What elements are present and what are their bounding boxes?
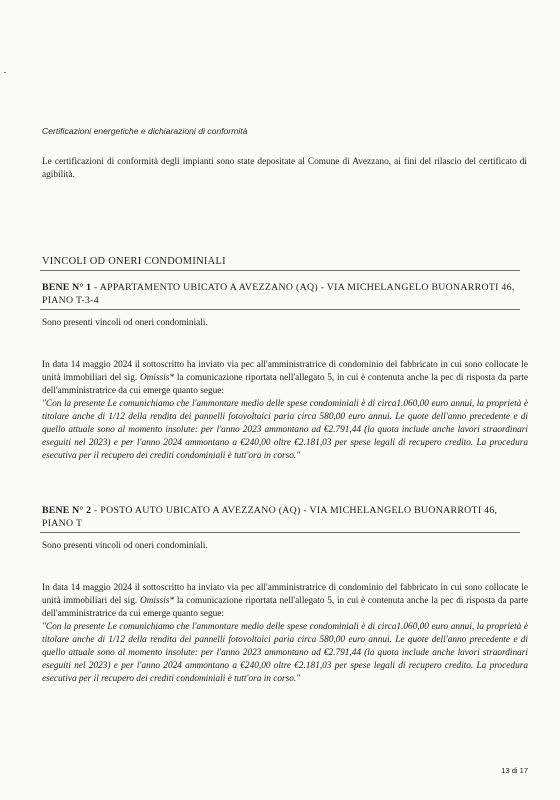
bene2-label: BENE N° 2 [42,505,92,516]
bene1-label: BENE N° 1 [42,282,92,293]
bene1-quote: "Con la presente Le comunichiamo che l'ammontare medio delle spese condominiali è di circa1.060,00 euro annui, la proprietà è titolare anche di 1/12 della rendita dei pannelli fotovoltaici paria circa 580,00 euro annui. Le quote dell'anno precedente e di quello attuale sono al momento insolute: per l'anno 2023 ammontano ad €2.791,44 (la quota include anche lavori straordinari eseguiti nel 2023) e per l'anno 2024 ammontano a €240,00 oltre €2.181,03 per spese legali di recupero credito. La procedura esecutiva per il recupero dei crediti condominiali è tutt'ora in corso." [42,399,528,461]
bene2-description: - POSTO AUTO UBICATO A AVEZZANO (AQ) - VIA MICHELANGELO BUONARROTI 46, PIANO T [42,505,498,529]
bene2-rule [40,532,520,533]
bene1-body [42,359,528,463]
certifications-text: Le certificazioni di conformità degli impianti sono state depositate al Comune di Avezzano, ai fini del rilascio del certificato di agibilità. [42,157,527,180]
bene2-quote: "Con la presente Le comunichiamo che l'ammontare medio delle spese condominiali è di circa1.060,00 euro annui, la proprietà è titolare anche di 1/12 della rendita dei pannelli fotovoltaici paria circa 580,00 euro annui. Le quote dell'anno precedente e di quello attuale sono al momento insolute: per l'anno 2023 ammontano ad €2.791,44 (la quota include anche lavori straordinari eseguiti nel 2023) e per l'anno 2024 ammontano a €240,00 oltre €2.181,03 per spese legali di recupero credito. La procedura esecutiva per il recupero dei crediti condominiali è tutt'ora in corso." [42,622,528,684]
bene2-intro-post: la comunicazione riportata nell'allegato 5, in cui è contenuta anche la pec di risposta da parte dell'amministratrice da cui emerge quanto segue: [42,596,528,619]
bene1-intro-pre: In data 14 maggio 2024 il sottoscritto ha inviato via pec all'amministratrice di condominio del fabbricato in cui sono collocate le unità immobiliari del sig. [42,360,528,383]
bene2-intro-pre: In data 14 maggio 2024 il sottoscritto ha inviato via pec all'amministratrice di condominio del fabbricato in cui sono collocate le unità immobiliari del sig. [42,583,528,606]
certifications-heading: Certificazioni energetiche e dichiarazioni di conformità [42,126,248,136]
scan-mark [4,72,6,73]
section-rule [40,270,520,271]
page-number: 13 di 17 [501,766,528,775]
bene2-omissis: Omissis* [139,596,175,606]
bene1-description: - APPARTAMENTO UBICATO A AVEZZANO (AQ) - VIA MICHELANGELO BUONARROTI 46, PIANO T-3-4 [42,282,515,306]
bene1-rule [40,309,520,310]
bene1-heading [42,281,520,307]
bene1-omissis: Omissis* [139,373,175,383]
section-title: VINCOLI OD ONERI CONDOMINIALI [42,256,226,267]
bene2-body [42,582,528,686]
bene2-presence: Sono presenti vincoli od oneri condominiali. [42,541,208,551]
bene2-heading [42,504,520,530]
bene1-presence: Sono presenti vincoli od oneri condominiali. [42,318,208,328]
bene1-intro-post: la comunicazione riportata nell'allegato 5, in cui è contenuta anche la pec di risposta da parte dell'amministratrice da cui emerge quanto segue: [42,373,528,396]
